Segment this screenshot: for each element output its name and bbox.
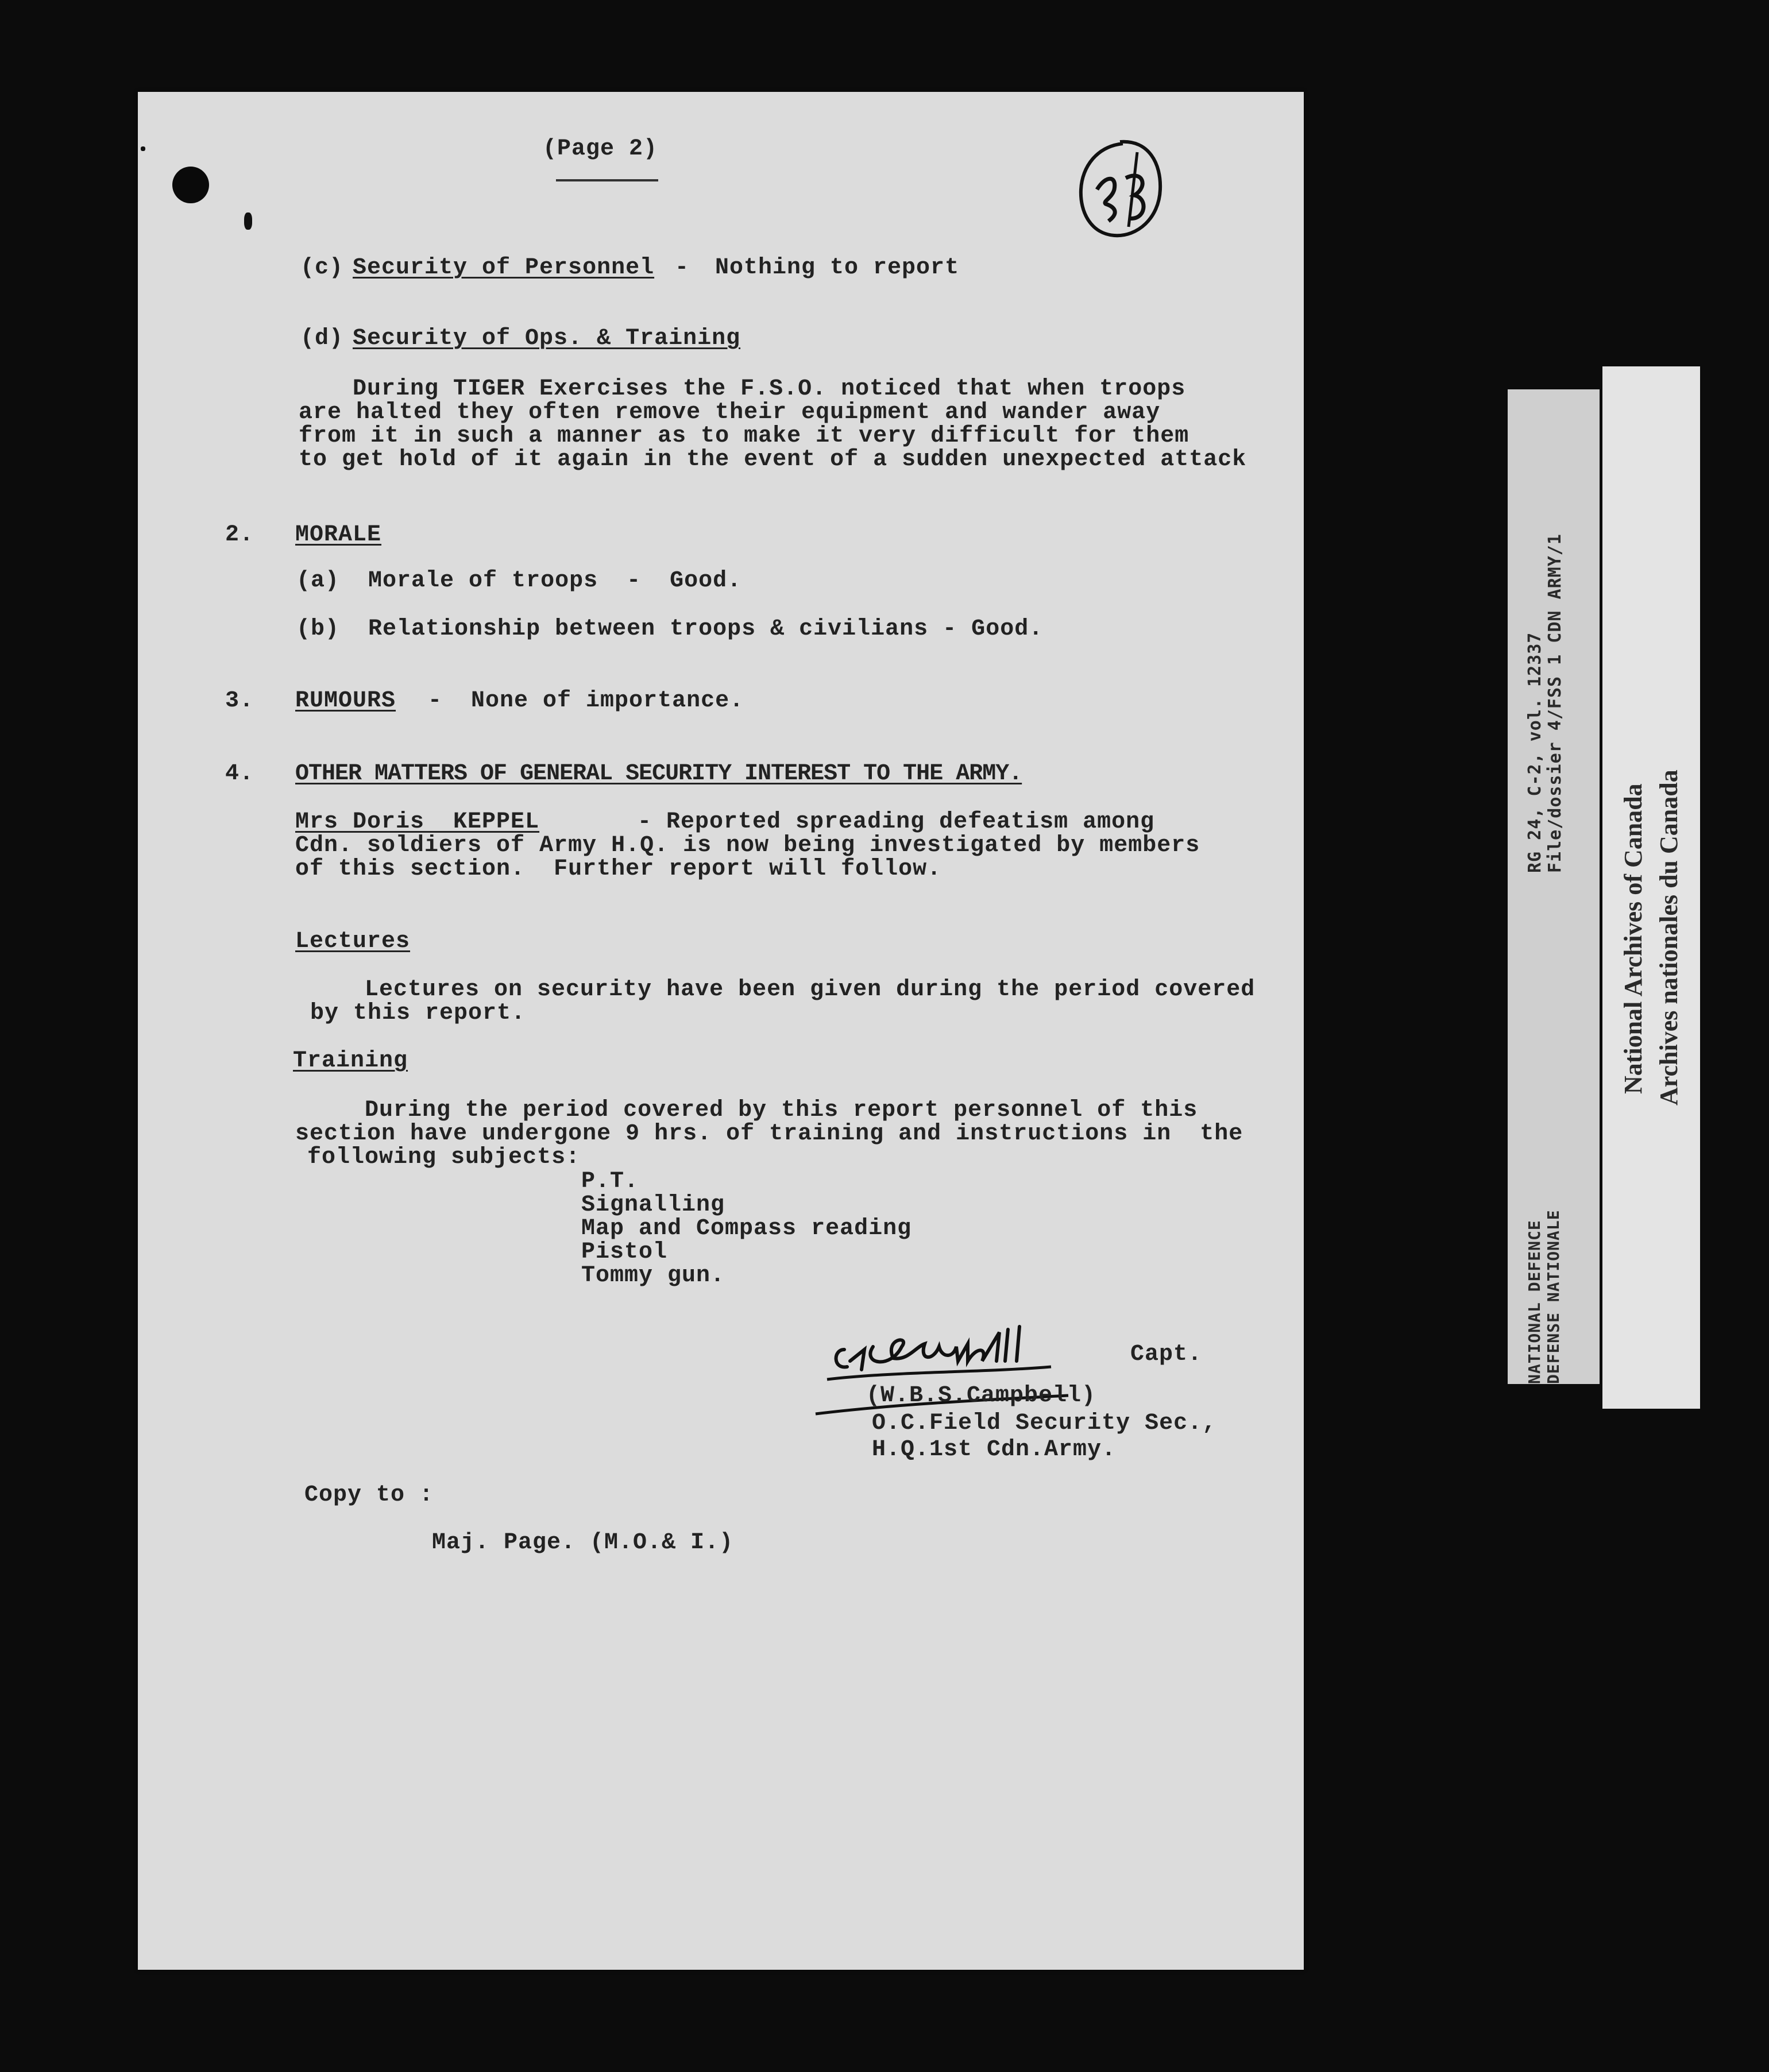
section-3-number: 3. (225, 688, 254, 714)
folio-number-mark (1074, 135, 1166, 244)
archive-name-french: Archives nationales du Canada (1655, 770, 1683, 1105)
training-paragraph-line: During the period covered by this report personnel of this (365, 1097, 1198, 1123)
header-rule (556, 179, 658, 181)
section-4-paragraph-line: of this section. Further report will follow. (295, 856, 942, 882)
section-d-title: Security of Ops. & Training (353, 326, 741, 351)
training-subject: P.T. (581, 1169, 639, 1195)
section-2-number: 2. (225, 522, 254, 548)
lectures-heading: Lectures (295, 929, 411, 954)
section-c-dash: - (675, 255, 690, 281)
training-paragraph-line: following subjects: (307, 1145, 581, 1170)
section-4-title: OTHER MATTERS OF GENERAL SECURITY INTEREST TO THE ARMY. (295, 761, 1022, 787)
training-subject: Pistol (581, 1239, 668, 1265)
section-4-paragraph-line: Cdn. soldiers of Army H.Q. is now being investigated by members (295, 833, 1200, 859)
section-d-paragraph-line: to get hold of it again in the event of a sudden unexpected attack (299, 447, 1247, 473)
section-4-number: 4. (225, 761, 254, 787)
training-paragraph-line: section have undergone 9 hrs. of training and instructions in the (295, 1121, 1243, 1147)
subject-name: Mrs Doris KEPPEL (295, 809, 540, 835)
ink-speck (244, 212, 252, 230)
archive-name-english: National Archives of Canada (1619, 783, 1647, 1094)
section-c-title: Security of Personnel (353, 255, 655, 281)
lectures-paragraph-line: by this report. (310, 1000, 526, 1026)
signatory-rank: Capt. (1130, 1342, 1203, 1367)
punch-hole (172, 167, 209, 203)
archive-label-slip (1602, 366, 1700, 1409)
archive-reference-line: File/dossier 4/FSS 1 CDN ARMY/1 (1545, 534, 1565, 873)
morale-item-b: (b) Relationship between troops & civilians - Good. (296, 616, 1044, 642)
section-3-title: RUMOURS (295, 688, 396, 714)
section-d-label: (d) (300, 326, 344, 351)
page-header: (Page 2) (543, 136, 658, 162)
department-label: DEFENSE NATIONALE (1544, 1209, 1563, 1384)
archive-reference-line: RG 24, C-2, vol. 12337 (1525, 632, 1545, 873)
copy-to-label: Copy to : (304, 1482, 434, 1508)
section-3-text: - None of importance. (428, 688, 744, 714)
training-subject: Signalling (581, 1192, 725, 1218)
lectures-paragraph-line: Lectures on security have been given during the period covered (365, 977, 1256, 1003)
section-d-paragraph-line: from it in such a manner as to make it very difficult for them (299, 423, 1189, 449)
section-c-label: (c) (300, 255, 344, 281)
section-4-paragraph-line: - Reported spreading defeatism among (638, 809, 1155, 835)
training-subject: Map and Compass reading (581, 1216, 912, 1242)
section-2-title: MORALE (295, 522, 382, 548)
section-d-paragraph-line: are halted they often remove their equipment and wander away (299, 400, 1161, 426)
training-heading: Training (293, 1048, 408, 1074)
document-page (138, 92, 1304, 1970)
training-subject: Tommy gun. (581, 1263, 725, 1289)
copy-to-recipient: Maj. Page. (M.O.& I.) (432, 1530, 734, 1556)
signatory-name: (W.B.S.Campbell) (866, 1383, 1096, 1409)
signatory-title: O.C.Field Security Sec., (872, 1410, 1217, 1436)
signatory-unit: H.Q.1st Cdn.Army. (872, 1437, 1117, 1463)
department-label: NATIONAL DEFENCE (1525, 1220, 1544, 1384)
section-c-text: Nothing to report (715, 255, 960, 281)
ink-speck (141, 146, 145, 151)
morale-item-a: (a) Morale of troops - Good. (296, 568, 742, 594)
section-d-paragraph-line: During TIGER Exercises the F.S.O. noticed that when troops (353, 376, 1186, 402)
